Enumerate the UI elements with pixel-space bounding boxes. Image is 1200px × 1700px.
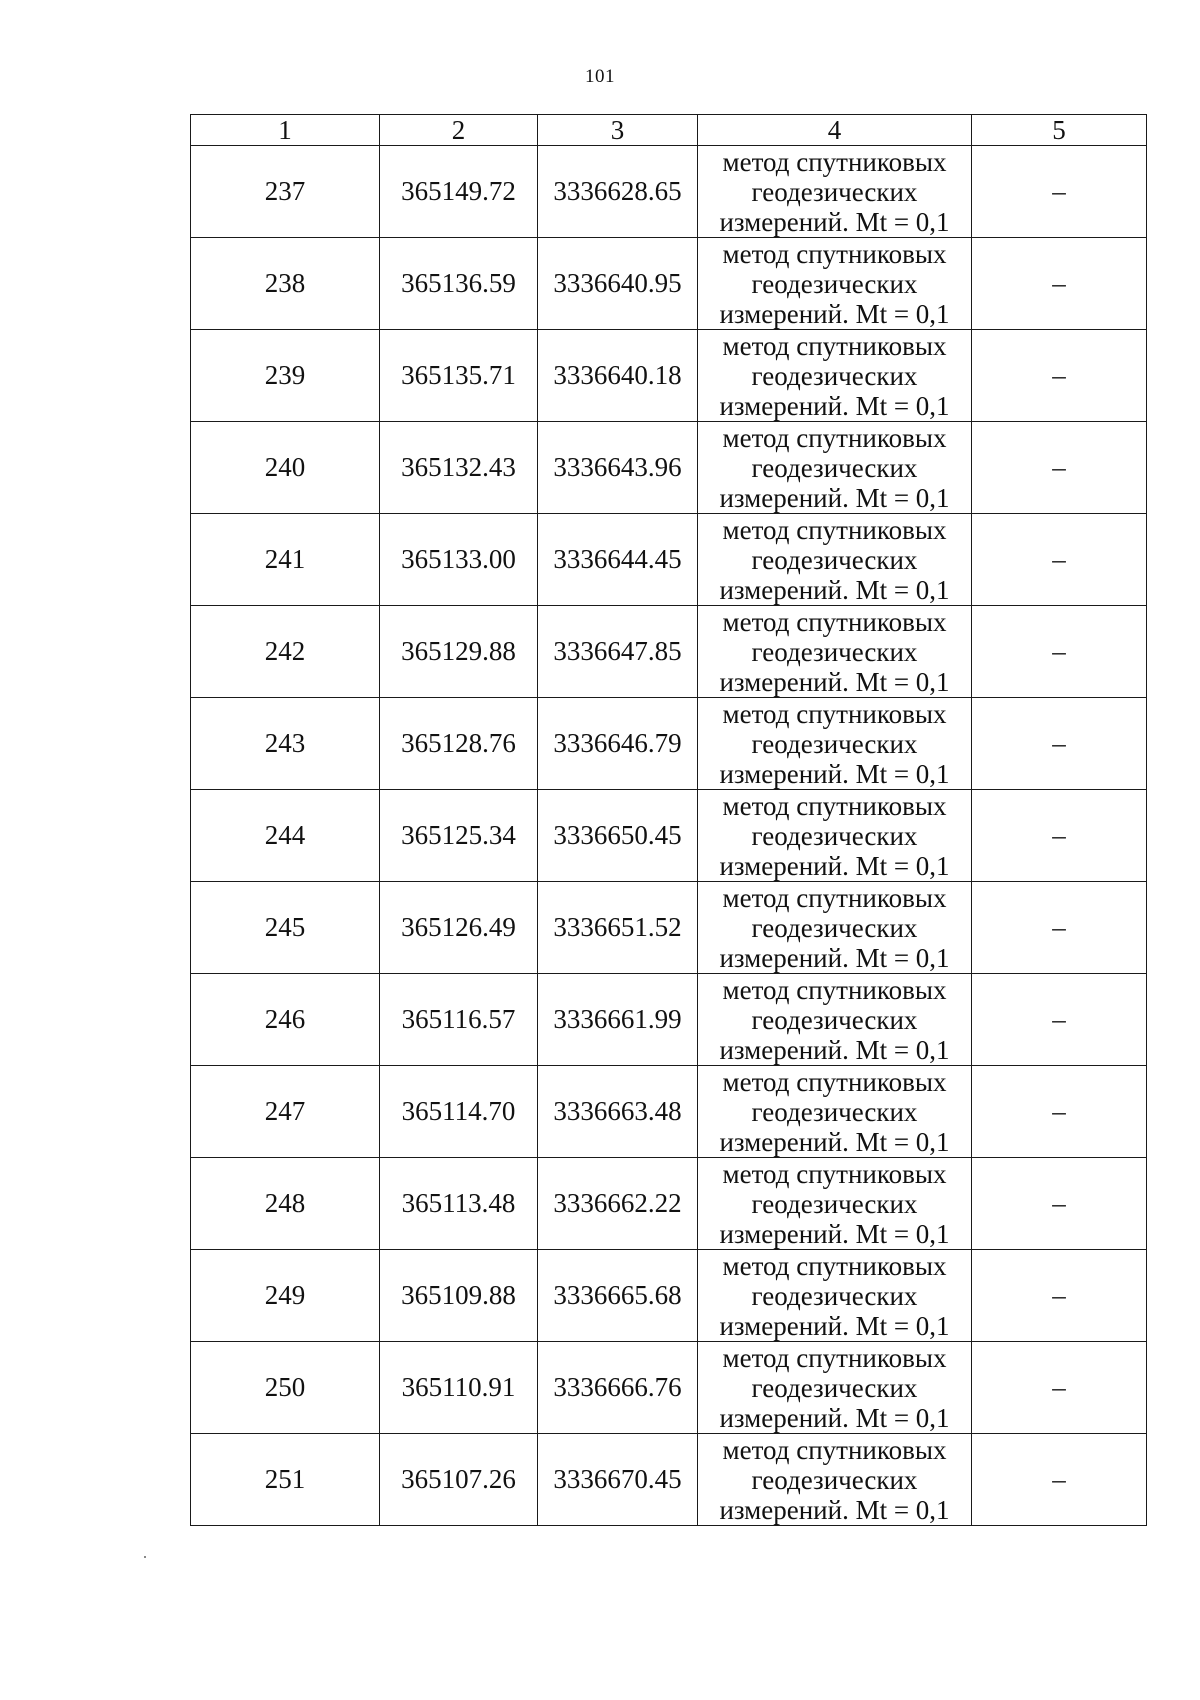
method-text-line: измерений. Mt = 0,1 (719, 942, 950, 973)
method-text-line: метод спутниковых (722, 1158, 947, 1189)
y-coordinate-cell: 3336663.48 (538, 1066, 698, 1158)
y-coordinate-cell: 3336628.65 (538, 146, 698, 238)
method-cell (698, 146, 972, 238)
point-number-cell: 250 (191, 1342, 380, 1434)
method-text-line: метод спутниковых (722, 1434, 947, 1465)
x-coordinate-cell: 365116.57 (380, 974, 538, 1066)
method-text-line: измерений. Mt = 0,1 (719, 758, 950, 789)
method-text-line: метод спутниковых (722, 330, 947, 361)
column-header-4: 4 (698, 115, 972, 146)
method-text-line: геодезических (751, 452, 918, 483)
note-cell: – (972, 1158, 1147, 1250)
note-cell: – (972, 330, 1147, 422)
note-cell: – (972, 1250, 1147, 1342)
y-coordinate-cell: 3336640.18 (538, 330, 698, 422)
point-number-cell: 239 (191, 330, 380, 422)
point-number-cell: 245 (191, 882, 380, 974)
method-text-line: геодезических (751, 544, 918, 575)
method-cell (698, 1434, 972, 1526)
method-cell (698, 1342, 972, 1434)
y-coordinate-cell: 3336661.99 (538, 974, 698, 1066)
point-number-cell: 238 (191, 238, 380, 330)
method-text-line: метод спутниковых (722, 146, 947, 177)
method-text-line: измерений. Mt = 0,1 (719, 1402, 950, 1433)
method-cell (698, 974, 972, 1066)
table-row (191, 330, 1147, 422)
method-text-line: метод спутниковых (722, 974, 947, 1005)
y-coordinate-cell: 3336644.45 (538, 514, 698, 606)
table-row (191, 422, 1147, 514)
method-text-line: измерений. Mt = 0,1 (719, 666, 950, 697)
method-text-line: метод спутниковых (722, 238, 947, 269)
point-number-cell: 251 (191, 1434, 380, 1526)
table-row (191, 1066, 1147, 1158)
method-text-line: геодезических (751, 1096, 918, 1127)
column-header-5: 5 (972, 115, 1147, 146)
y-coordinate-cell: 3336647.85 (538, 606, 698, 698)
x-coordinate-cell: 365136.59 (380, 238, 538, 330)
table-header-row (191, 115, 1147, 146)
note-cell: – (972, 1342, 1147, 1434)
method-cell (698, 1250, 972, 1342)
note-cell: – (972, 146, 1147, 238)
y-coordinate-cell: 3336665.68 (538, 1250, 698, 1342)
table-row (191, 606, 1147, 698)
point-number-cell: 247 (191, 1066, 380, 1158)
point-number-cell: 243 (191, 698, 380, 790)
y-coordinate-cell: 3336662.22 (538, 1158, 698, 1250)
x-coordinate-cell: 365126.49 (380, 882, 538, 974)
table-row (191, 1342, 1147, 1434)
table-row (191, 514, 1147, 606)
table-row (191, 698, 1147, 790)
note-cell: – (972, 422, 1147, 514)
note-cell: – (972, 606, 1147, 698)
table-row (191, 790, 1147, 882)
note-cell: – (972, 790, 1147, 882)
method-text-line: метод спутниковых (722, 1066, 947, 1097)
x-coordinate-cell: 365110.91 (380, 1342, 538, 1434)
method-text-line: метод спутниковых (722, 698, 947, 729)
note-cell: – (972, 238, 1147, 330)
table-row (191, 146, 1147, 238)
point-number-cell: 249 (191, 1250, 380, 1342)
note-cell: – (972, 514, 1147, 606)
method-cell (698, 606, 972, 698)
method-text-line: геодезических (751, 268, 918, 299)
method-cell (698, 422, 972, 514)
y-coordinate-cell: 3336650.45 (538, 790, 698, 882)
table-row (191, 1434, 1147, 1526)
point-number-cell: 240 (191, 422, 380, 514)
method-cell (698, 330, 972, 422)
note-cell: – (972, 1434, 1147, 1526)
method-cell (698, 1066, 972, 1158)
column-header-2: 2 (380, 115, 538, 146)
method-text-line: измерений. Mt = 0,1 (719, 574, 950, 605)
table-body (191, 146, 1147, 1526)
method-text-line: геодезических (751, 1188, 918, 1219)
x-coordinate-cell: 365107.26 (380, 1434, 538, 1526)
method-text-line: измерений. Mt = 0,1 (719, 1310, 950, 1341)
method-text-line: измерений. Mt = 0,1 (719, 1034, 950, 1065)
x-coordinate-cell: 365128.76 (380, 698, 538, 790)
page-number: 101 (585, 66, 615, 87)
method-text-line: измерений. Mt = 0,1 (719, 206, 950, 237)
method-cell (698, 882, 972, 974)
method-text-line: измерений. Mt = 0,1 (719, 390, 950, 421)
table-row (191, 974, 1147, 1066)
method-text-line: измерений. Mt = 0,1 (719, 482, 950, 513)
method-text-line: метод спутниковых (722, 514, 947, 545)
x-coordinate-cell: 365113.48 (380, 1158, 538, 1250)
method-text-line: геодезических (751, 1280, 918, 1311)
y-coordinate-cell: 3336670.45 (538, 1434, 698, 1526)
y-coordinate-cell: 3336640.95 (538, 238, 698, 330)
table-row (191, 238, 1147, 330)
x-coordinate-cell: 365109.88 (380, 1250, 538, 1342)
column-header-3: 3 (538, 115, 698, 146)
method-text-line: измерений. Mt = 0,1 (719, 850, 950, 881)
method-text-line: метод спутниковых (722, 790, 947, 821)
x-coordinate-cell: 365135.71 (380, 330, 538, 422)
method-text-line: измерений. Mt = 0,1 (719, 1126, 950, 1157)
method-text-line: геодезических (751, 176, 918, 207)
note-cell: – (972, 698, 1147, 790)
method-text-line: геодезических (751, 636, 918, 667)
method-text-line: геодезических (751, 728, 918, 759)
method-text-line: геодезических (751, 1004, 918, 1035)
x-coordinate-cell: 365125.34 (380, 790, 538, 882)
point-number-cell: 237 (191, 146, 380, 238)
method-cell (698, 514, 972, 606)
method-cell (698, 790, 972, 882)
method-text-line: геодезических (751, 1464, 918, 1495)
coordinates-table (190, 114, 1147, 1526)
method-text-line: метод спутниковых (722, 882, 947, 913)
y-coordinate-cell: 3336646.79 (538, 698, 698, 790)
method-text-line: геодезических (751, 1372, 918, 1403)
method-cell (698, 1158, 972, 1250)
y-coordinate-cell: 3336643.96 (538, 422, 698, 514)
x-coordinate-cell: 365149.72 (380, 146, 538, 238)
note-cell: – (972, 882, 1147, 974)
method-text-line: метод спутниковых (722, 1250, 947, 1281)
table-row (191, 882, 1147, 974)
table-row (191, 1158, 1147, 1250)
x-coordinate-cell: 365114.70 (380, 1066, 538, 1158)
method-text-line: метод спутниковых (722, 1342, 947, 1373)
method-text-line: измерений. Mt = 0,1 (719, 1218, 950, 1249)
point-number-cell: 244 (191, 790, 380, 882)
method-text-line: геодезических (751, 912, 918, 943)
method-text-line: метод спутниковых (722, 606, 947, 637)
x-coordinate-cell: 365132.43 (380, 422, 538, 514)
method-text-line: геодезических (751, 820, 918, 851)
method-text-line: метод спутниковых (722, 422, 947, 453)
point-number-cell: 241 (191, 514, 380, 606)
table-row (191, 1250, 1147, 1342)
method-cell (698, 698, 972, 790)
method-text-line: геодезических (751, 360, 918, 391)
note-cell: – (972, 974, 1147, 1066)
point-number-cell: 248 (191, 1158, 380, 1250)
y-coordinate-cell: 3336666.76 (538, 1342, 698, 1434)
y-coordinate-cell: 3336651.52 (538, 882, 698, 974)
method-text-line: измерений. Mt = 0,1 (719, 1494, 950, 1525)
method-text-line: измерений. Mt = 0,1 (719, 298, 950, 329)
x-coordinate-cell: 365129.88 (380, 606, 538, 698)
x-coordinate-cell: 365133.00 (380, 514, 538, 606)
note-cell: – (972, 1066, 1147, 1158)
point-number-cell: 246 (191, 974, 380, 1066)
column-header-1: 1 (191, 115, 380, 146)
scan-speck (144, 1556, 146, 1558)
point-number-cell: 242 (191, 606, 380, 698)
method-cell (698, 238, 972, 330)
